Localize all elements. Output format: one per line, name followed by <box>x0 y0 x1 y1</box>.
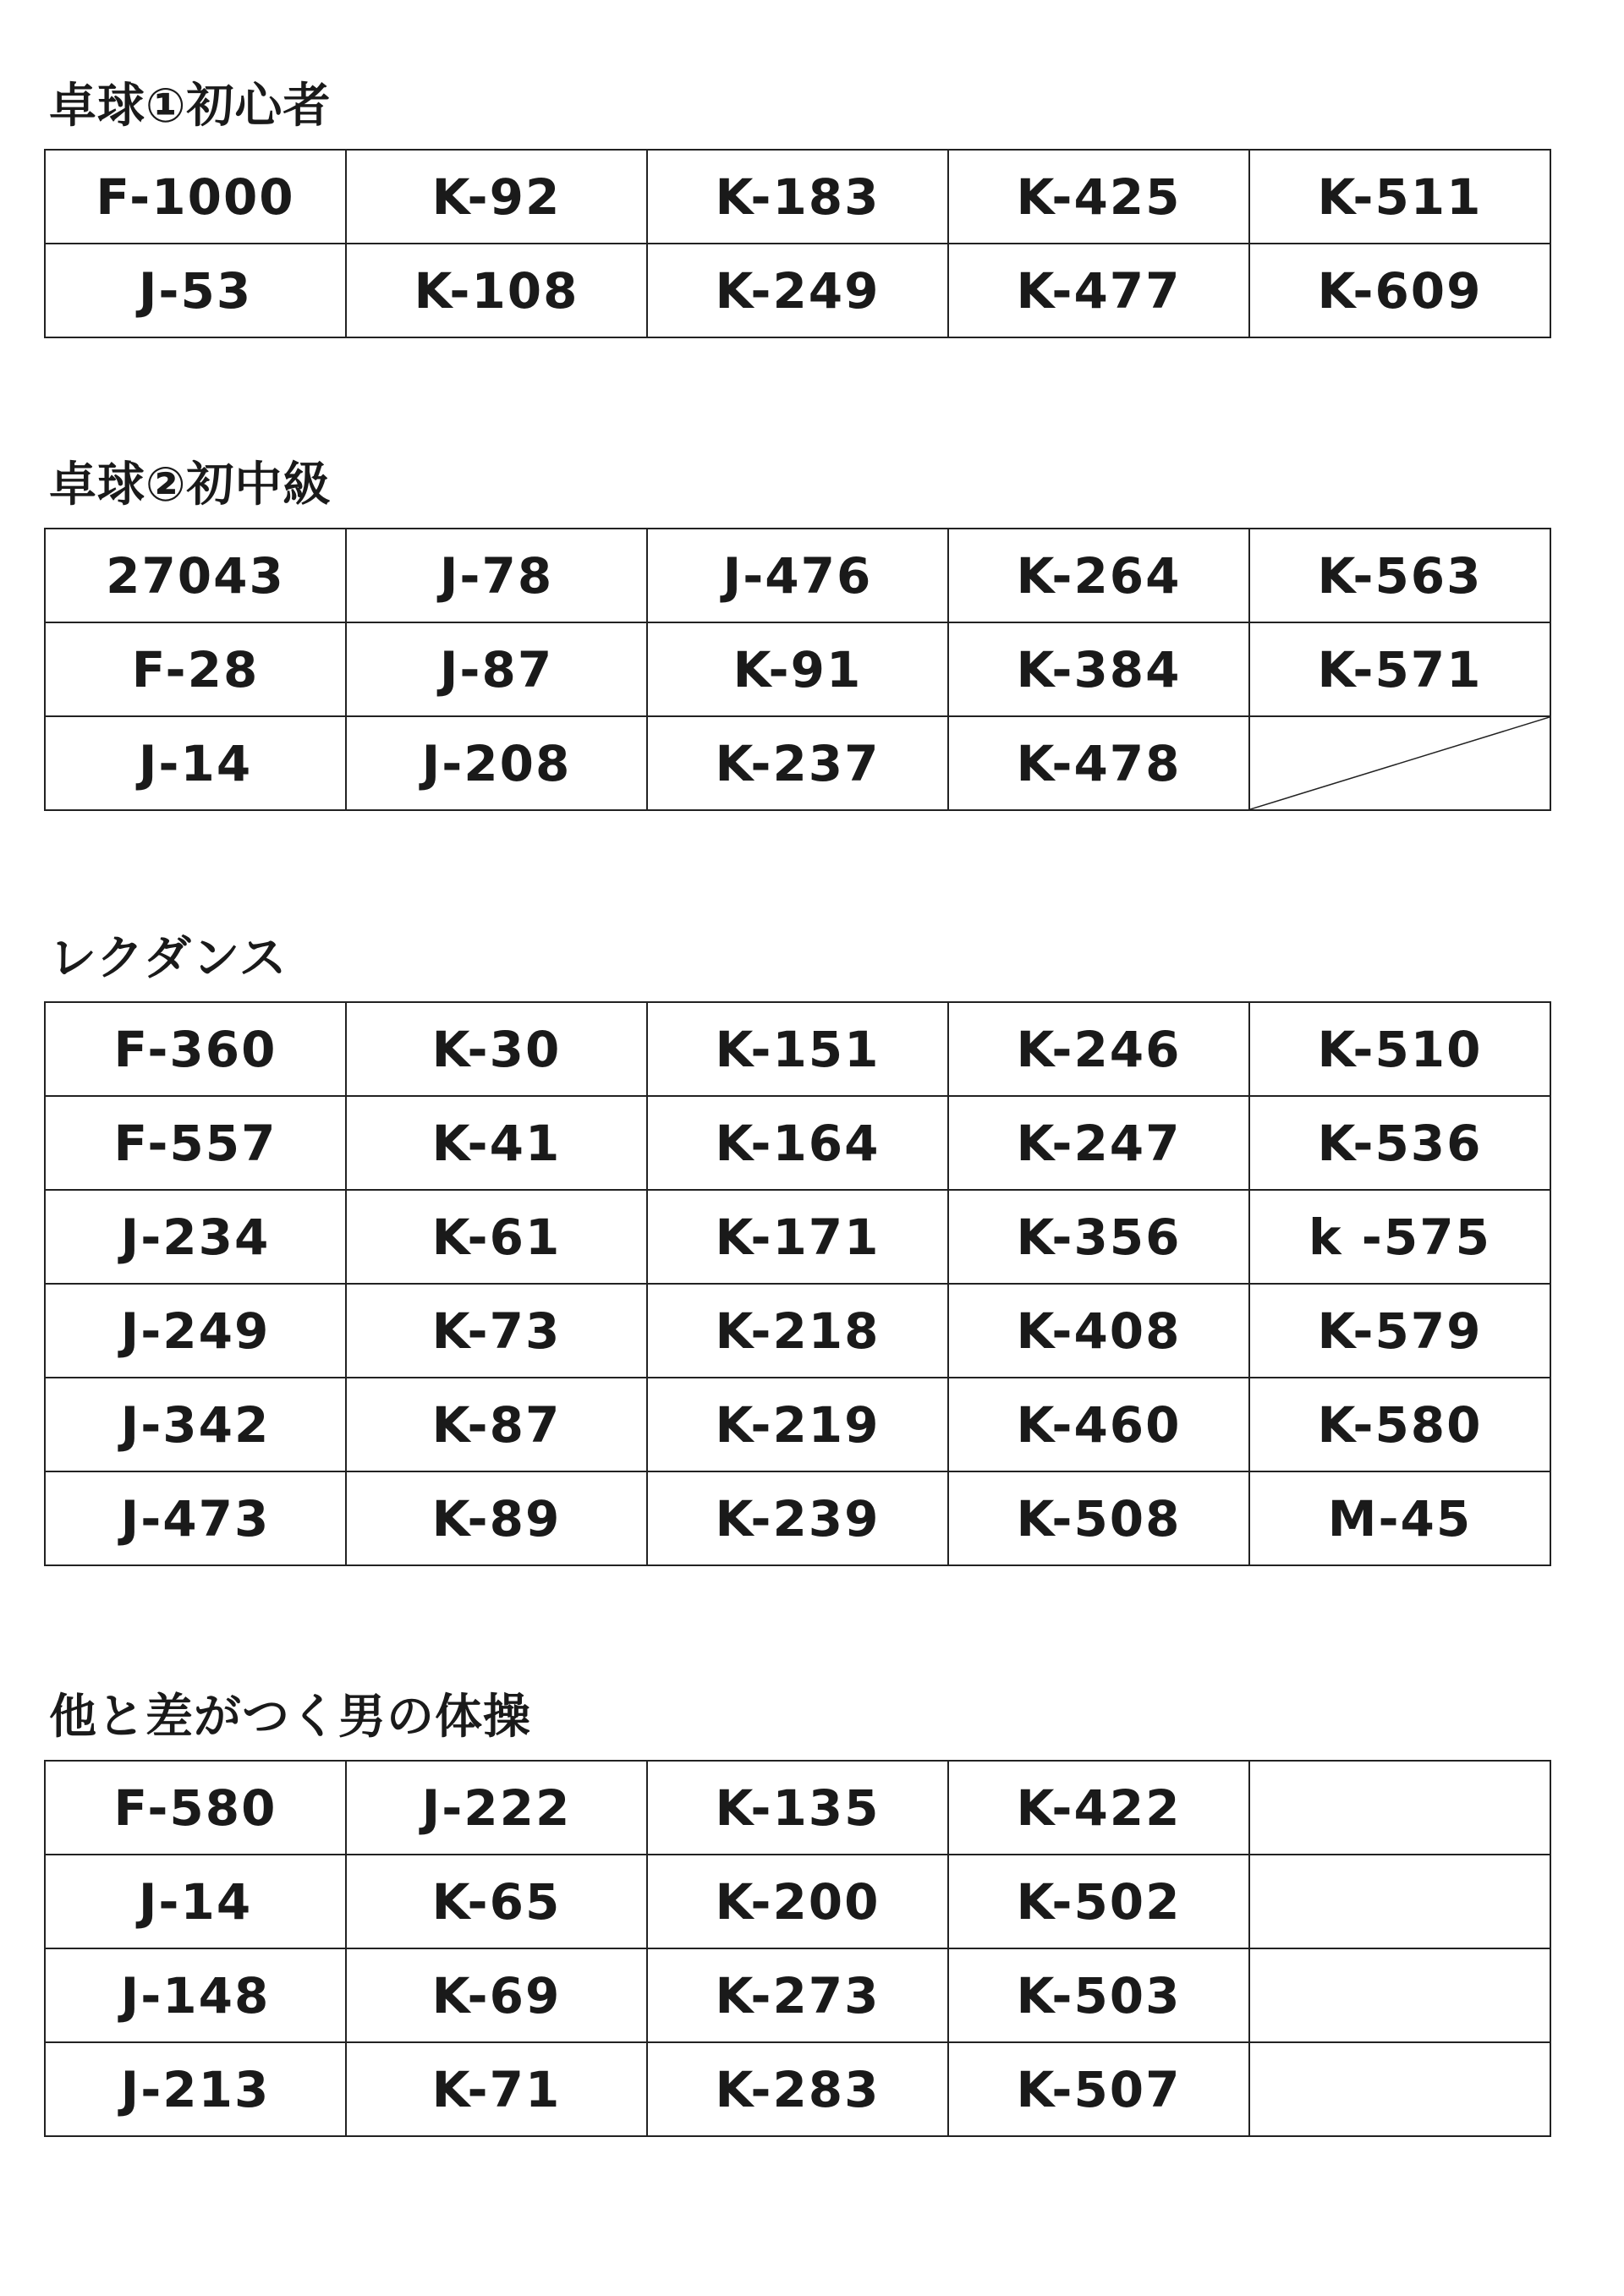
code-cell: K-580 <box>1249 1378 1550 1471</box>
code-table <box>44 528 1551 811</box>
section-title: 卓球②初中級 <box>49 458 332 512</box>
code-cell: K-507 <box>948 2042 1249 2136</box>
code-cell: K-477 <box>948 244 1249 337</box>
table-row <box>45 2042 1550 2136</box>
table-row <box>45 529 1550 622</box>
code-cell: K-571 <box>1249 622 1550 716</box>
code-table <box>44 1001 1551 1566</box>
code-cell: K-171 <box>647 1190 948 1284</box>
empty-cell <box>1249 1761 1550 1855</box>
code-cell: K-89 <box>346 1471 647 1565</box>
diagonal-slash-icon <box>1250 717 1550 809</box>
code-table <box>44 149 1551 338</box>
code-cell: K-183 <box>647 150 948 244</box>
code-cell: K-218 <box>647 1284 948 1378</box>
code-cell: K-425 <box>948 150 1249 244</box>
crossed-out-cell <box>1249 716 1550 810</box>
table-row <box>45 622 1550 716</box>
code-cell: J-78 <box>346 529 647 622</box>
code-cell: J-213 <box>45 2042 346 2136</box>
code-cell: K-65 <box>346 1855 647 1948</box>
code-cell: K-164 <box>647 1096 948 1190</box>
code-cell: k -575 <box>1249 1190 1550 1284</box>
code-cell: M-45 <box>1249 1471 1550 1565</box>
section-title: レクダンス <box>49 931 288 986</box>
code-cell: K-247 <box>948 1096 1249 1190</box>
code-cell: K-384 <box>948 622 1249 716</box>
code-cell: 27043 <box>45 529 346 622</box>
code-cell: K-536 <box>1249 1096 1550 1190</box>
section-title: 他と差がつく男の体操 <box>49 1690 531 1745</box>
code-cell: F-28 <box>45 622 346 716</box>
code-cell: K-246 <box>948 1002 1249 1096</box>
section-mens-exercise <box>44 1690 1551 2137</box>
code-cell: K-69 <box>346 1948 647 2042</box>
table-row <box>45 1761 1550 1855</box>
code-cell: J-14 <box>45 716 346 810</box>
code-cell: K-609 <box>1249 244 1550 337</box>
code-cell: J-208 <box>346 716 647 810</box>
empty-cell <box>1249 1855 1550 1948</box>
code-cell: K-511 <box>1249 150 1550 244</box>
table-row <box>45 244 1550 337</box>
code-cell: J-148 <box>45 1948 346 2042</box>
code-cell: J-222 <box>346 1761 647 1855</box>
code-table <box>44 1760 1551 2137</box>
code-cell: K-92 <box>346 150 647 244</box>
code-cell: K-135 <box>647 1761 948 1855</box>
section-table-tennis-intermediate <box>44 458 1551 811</box>
section-recreation-dance <box>44 931 1551 1566</box>
empty-cell <box>1249 1948 1550 2042</box>
table-row <box>45 1471 1550 1565</box>
code-cell: F-557 <box>45 1096 346 1190</box>
code-cell: K-41 <box>346 1096 647 1190</box>
code-cell: K-408 <box>948 1284 1249 1378</box>
code-cell: K-460 <box>948 1378 1249 1471</box>
code-cell: K-249 <box>647 244 948 337</box>
code-cell: J-473 <box>45 1471 346 1565</box>
code-cell: F-1000 <box>45 150 346 244</box>
table-row <box>45 1378 1550 1471</box>
code-cell: K-108 <box>346 244 647 337</box>
table-row <box>45 1190 1550 1284</box>
code-cell: J-249 <box>45 1284 346 1378</box>
code-cell: K-30 <box>346 1002 647 1096</box>
code-cell: K-73 <box>346 1284 647 1378</box>
table-row <box>45 1948 1550 2042</box>
code-cell: K-264 <box>948 529 1249 622</box>
code-cell: K-219 <box>647 1378 948 1471</box>
code-cell: F-360 <box>45 1002 346 1096</box>
code-cell: J-234 <box>45 1190 346 1284</box>
section-table-tennis-beginner <box>44 79 1551 338</box>
code-cell: J-14 <box>45 1855 346 1948</box>
code-cell: K-502 <box>948 1855 1249 1948</box>
code-cell: K-239 <box>647 1471 948 1565</box>
table-row <box>45 716 1550 810</box>
code-cell: K-478 <box>948 716 1249 810</box>
table-row <box>45 1855 1550 1948</box>
code-cell: K-563 <box>1249 529 1550 622</box>
table-row <box>45 1284 1550 1378</box>
code-cell: K-273 <box>647 1948 948 2042</box>
table-row <box>45 1096 1550 1190</box>
code-cell: K-61 <box>346 1190 647 1284</box>
code-cell: J-342 <box>45 1378 346 1471</box>
table-row <box>45 150 1550 244</box>
code-cell: F-580 <box>45 1761 346 1855</box>
code-cell: K-87 <box>346 1378 647 1471</box>
code-cell: K-71 <box>346 2042 647 2136</box>
code-cell: K-200 <box>647 1855 948 1948</box>
code-cell: J-476 <box>647 529 948 622</box>
code-cell: K-510 <box>1249 1002 1550 1096</box>
code-cell: K-237 <box>647 716 948 810</box>
code-cell: K-356 <box>948 1190 1249 1284</box>
code-cell: K-283 <box>647 2042 948 2136</box>
code-cell: K-503 <box>948 1948 1249 2042</box>
table-row <box>45 1002 1550 1096</box>
section-title: 卓球①初心者 <box>49 79 332 134</box>
code-cell: J-87 <box>346 622 647 716</box>
code-cell: K-508 <box>948 1471 1249 1565</box>
code-cell: J-53 <box>45 244 346 337</box>
code-cell: K-91 <box>647 622 948 716</box>
empty-cell <box>1249 2042 1550 2136</box>
code-cell: K-579 <box>1249 1284 1550 1378</box>
code-cell: K-422 <box>948 1761 1249 1855</box>
code-cell: K-151 <box>647 1002 948 1096</box>
